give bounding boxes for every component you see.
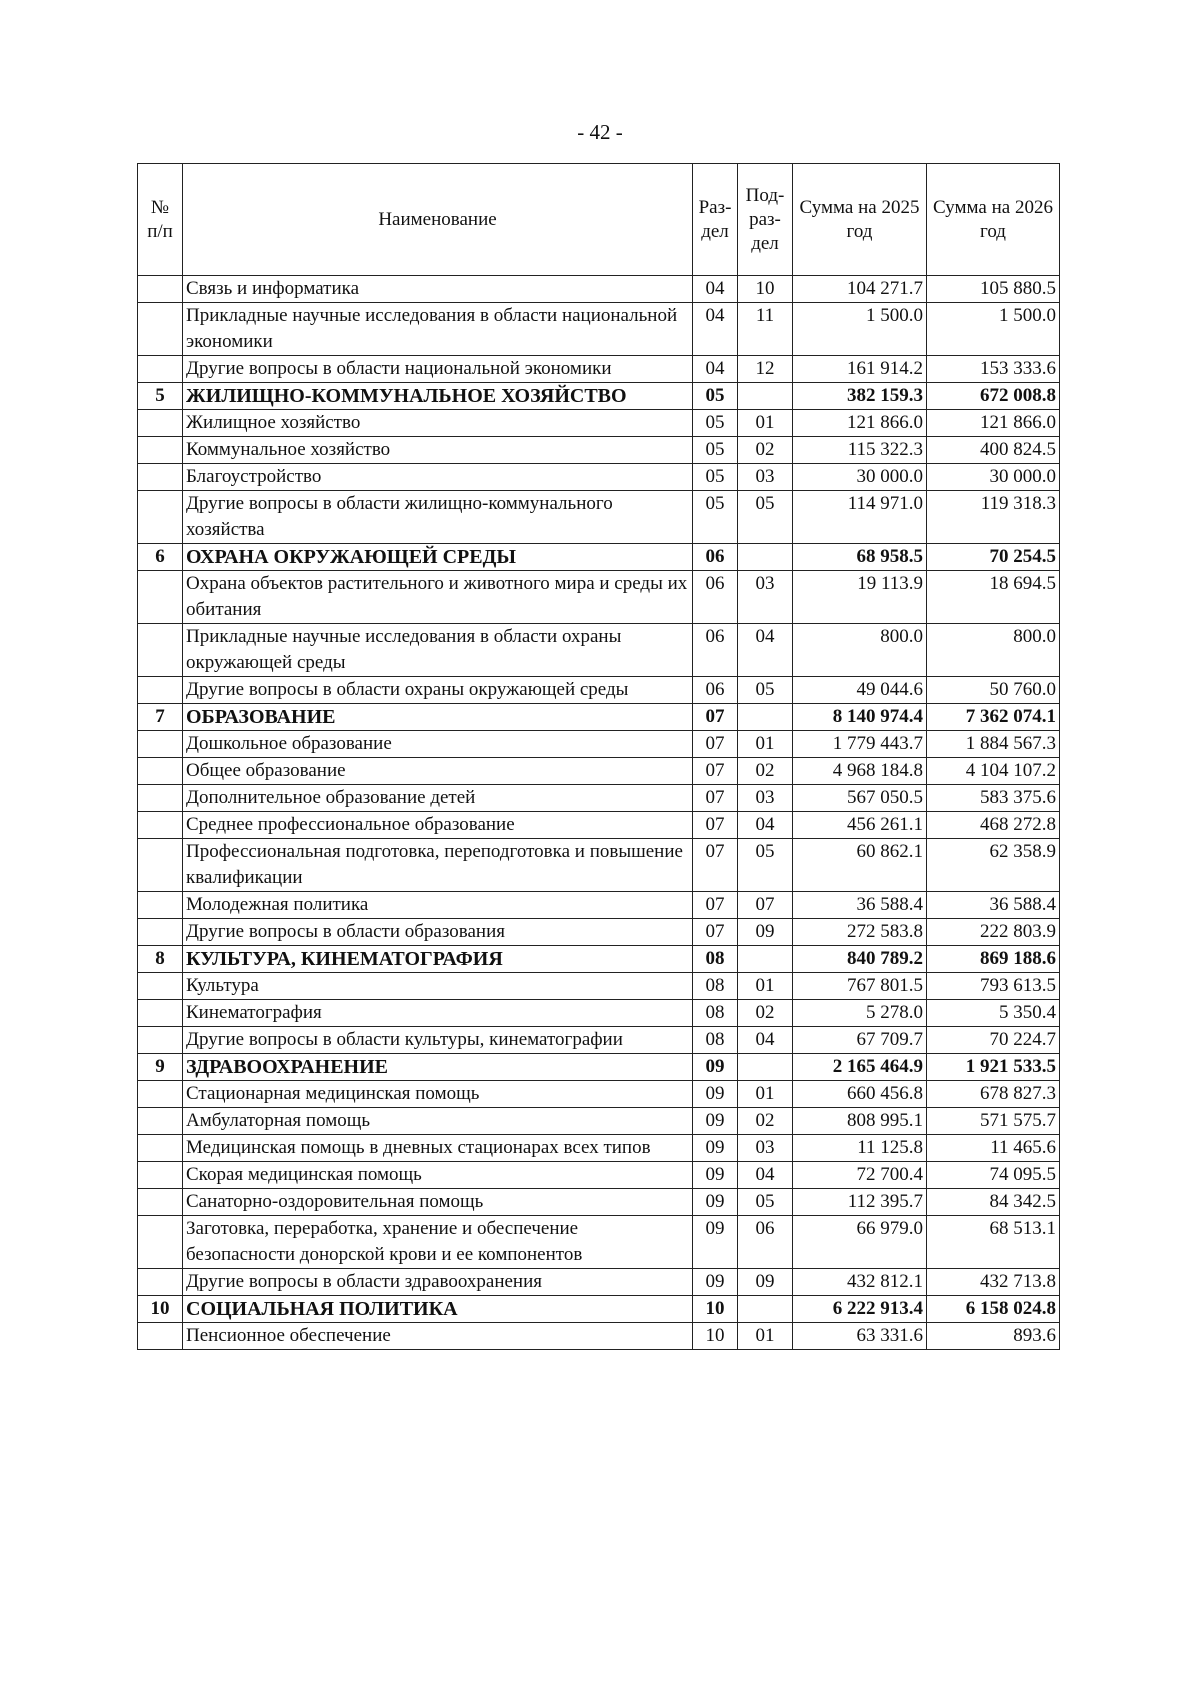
row-subsection: 05 [738,491,793,544]
row-sum-2026: 1 884 567.3 [927,731,1060,758]
row-index [138,464,183,491]
row-subsection [738,1054,793,1081]
row-name: Другие вопросы в области здравоохранения [183,1269,693,1296]
row-sum-2026: 105 880.5 [927,276,1060,303]
row-subsection: 09 [738,919,793,946]
row-index [138,1162,183,1189]
row-section: 04 [693,276,738,303]
table-row [138,276,1060,303]
section-row [138,383,1060,410]
table-row [138,1216,1060,1269]
header-sum-2026: Сумма на 2026 год [927,164,1060,276]
row-sum-2026: 571 575.7 [927,1108,1060,1135]
row-name: ОХРАНА ОКРУЖАЮЩЕЙ СРЕДЫ [183,544,693,571]
row-sum-2026: 50 760.0 [927,677,1060,704]
row-index [138,571,183,624]
row-sum-2026: 6 158 024.8 [927,1296,1060,1323]
row-index [138,812,183,839]
row-section: 08 [693,946,738,973]
row-index [138,437,183,464]
row-sum-2025: 19 113.9 [793,571,927,624]
row-section: 07 [693,731,738,758]
row-name: Заготовка, переработка, хранение и обеспечение безопасности донорской крови и ее компонентов [183,1216,693,1269]
row-sum-2026: 468 272.8 [927,812,1060,839]
row-name: Пенсионное обеспечение [183,1323,693,1350]
row-section: 06 [693,571,738,624]
table-row [138,1189,1060,1216]
row-index: 7 [138,704,183,731]
row-sum-2026: 74 095.5 [927,1162,1060,1189]
row-section: 08 [693,1027,738,1054]
row-sum-2026: 84 342.5 [927,1189,1060,1216]
row-name: Жилищное хозяйство [183,410,693,437]
budget-table [137,163,1060,1350]
row-section: 09 [693,1081,738,1108]
row-subsection: 11 [738,303,793,356]
table-row [138,1081,1060,1108]
row-index [138,410,183,437]
row-name: Другие вопросы в области национальной экономики [183,356,693,383]
row-sum-2026: 672 008.8 [927,383,1060,410]
row-name: КУЛЬТУРА, КИНЕМАТОГРАФИЯ [183,946,693,973]
row-index: 10 [138,1296,183,1323]
row-name: Скорая медицинская помощь [183,1162,693,1189]
table-row [138,785,1060,812]
row-name: Стационарная медицинская помощь [183,1081,693,1108]
row-subsection: 04 [738,812,793,839]
row-sum-2025: 121 866.0 [793,410,927,437]
row-name: Другие вопросы в области охраны окружающей среды [183,677,693,704]
row-index [138,1323,183,1350]
row-sum-2025: 60 862.1 [793,839,927,892]
row-index [138,303,183,356]
row-subsection: 07 [738,892,793,919]
row-sum-2026: 893.6 [927,1323,1060,1350]
row-sum-2025: 767 801.5 [793,973,927,1000]
row-name: Санаторно-оздоровительная помощь [183,1189,693,1216]
row-subsection: 02 [738,437,793,464]
row-subsection: 04 [738,1162,793,1189]
row-sum-2025: 456 261.1 [793,812,927,839]
row-name: ЖИЛИЩНО-КОММУНАЛЬНОЕ ХОЗЯЙСТВО [183,383,693,410]
row-name: ОБРАЗОВАНИЕ [183,704,693,731]
row-sum-2026: 18 694.5 [927,571,1060,624]
section-row [138,544,1060,571]
row-name: Общее образование [183,758,693,785]
row-sum-2026: 793 613.5 [927,973,1060,1000]
row-section: 07 [693,785,738,812]
table-row [138,437,1060,464]
row-index [138,1189,183,1216]
row-section: 06 [693,544,738,571]
row-sum-2026: 432 713.8 [927,1269,1060,1296]
row-subsection: 12 [738,356,793,383]
row-sum-2025: 115 322.3 [793,437,927,464]
row-name: Дополнительное образование детей [183,785,693,812]
row-subsection: 03 [738,464,793,491]
row-sum-2026: 583 375.6 [927,785,1060,812]
row-subsection: 04 [738,624,793,677]
table-row [138,464,1060,491]
table-row [138,571,1060,624]
table-row [138,624,1060,677]
table-row [138,758,1060,785]
table-row [138,1108,1060,1135]
row-subsection: 01 [738,1323,793,1350]
section-row [138,704,1060,731]
row-index [138,919,183,946]
row-sum-2026: 70 254.5 [927,544,1060,571]
row-index [138,973,183,1000]
row-sum-2026: 153 333.6 [927,356,1060,383]
table-row [138,973,1060,1000]
row-sum-2025: 36 588.4 [793,892,927,919]
row-subsection [738,544,793,571]
row-sum-2026: 70 224.7 [927,1027,1060,1054]
row-section: 04 [693,303,738,356]
row-subsection: 06 [738,1216,793,1269]
row-sum-2025: 63 331.6 [793,1323,927,1350]
row-subsection: 03 [738,1135,793,1162]
table-row [138,892,1060,919]
row-index [138,892,183,919]
table-row [138,1027,1060,1054]
row-sum-2025: 382 159.3 [793,383,927,410]
row-name: Другие вопросы в области образования [183,919,693,946]
row-index [138,731,183,758]
row-subsection: 04 [738,1027,793,1054]
row-section: 05 [693,464,738,491]
row-subsection: 01 [738,731,793,758]
table-row [138,491,1060,544]
row-index [138,1081,183,1108]
row-sum-2026: 1 921 533.5 [927,1054,1060,1081]
row-section: 09 [693,1054,738,1081]
table-row [138,677,1060,704]
table-row [138,303,1060,356]
row-subsection: 03 [738,785,793,812]
row-sum-2025: 5 278.0 [793,1000,927,1027]
row-sum-2025: 4 968 184.8 [793,758,927,785]
row-subsection: 01 [738,973,793,1000]
row-subsection: 02 [738,1000,793,1027]
row-name: Среднее профессиональное образование [183,812,693,839]
row-subsection: 10 [738,276,793,303]
row-sum-2025: 49 044.6 [793,677,927,704]
table-row [138,731,1060,758]
row-subsection: 05 [738,839,793,892]
row-section: 09 [693,1135,738,1162]
row-sum-2026: 4 104 107.2 [927,758,1060,785]
row-sum-2025: 11 125.8 [793,1135,927,1162]
row-section: 04 [693,356,738,383]
row-index [138,491,183,544]
row-sum-2025: 567 050.5 [793,785,927,812]
row-index [138,356,183,383]
row-section: 09 [693,1108,738,1135]
row-subsection: 01 [738,1081,793,1108]
row-sum-2025: 1 500.0 [793,303,927,356]
row-section: 10 [693,1323,738,1350]
row-subsection [738,383,793,410]
row-name: Коммунальное хозяйство [183,437,693,464]
row-subsection: 02 [738,1108,793,1135]
row-section: 08 [693,1000,738,1027]
row-subsection: 03 [738,571,793,624]
page-number: - 42 - [577,120,623,144]
row-sum-2025: 272 583.8 [793,919,927,946]
row-name: Дошкольное образование [183,731,693,758]
row-sum-2026: 121 866.0 [927,410,1060,437]
row-name: Другие вопросы в области жилищно-коммунального хозяйства [183,491,693,544]
row-index [138,677,183,704]
row-name: Прикладные научные исследования в области национальной экономики [183,303,693,356]
row-index [138,1216,183,1269]
section-row [138,1296,1060,1323]
table-row [138,1323,1060,1350]
row-section: 05 [693,383,738,410]
row-name: Амбулаторная помощь [183,1108,693,1135]
row-name: Благоустройство [183,464,693,491]
row-name: ЗДРАВООХРАНЕНИЕ [183,1054,693,1081]
row-section: 05 [693,437,738,464]
row-name: Кинематография [183,1000,693,1027]
row-sum-2025: 30 000.0 [793,464,927,491]
row-index [138,1027,183,1054]
row-name: Прикладные научные исследования в области охраны окружающей среды [183,624,693,677]
row-sum-2026: 36 588.4 [927,892,1060,919]
row-section: 07 [693,758,738,785]
row-section: 09 [693,1216,738,1269]
row-subsection: 05 [738,1189,793,1216]
row-name: Молодежная политика [183,892,693,919]
row-sum-2026: 30 000.0 [927,464,1060,491]
row-index [138,1269,183,1296]
table-row [138,1162,1060,1189]
row-section: 06 [693,624,738,677]
row-index: 5 [138,383,183,410]
row-sum-2026: 222 803.9 [927,919,1060,946]
row-sum-2026: 400 824.5 [927,437,1060,464]
table-row [138,1135,1060,1162]
row-section: 09 [693,1269,738,1296]
row-index [138,624,183,677]
row-index [138,1108,183,1135]
table-row [138,410,1060,437]
row-subsection: 05 [738,677,793,704]
row-section: 07 [693,892,738,919]
row-sum-2025: 112 395.7 [793,1189,927,1216]
row-name: СОЦИАЛЬНАЯ ПОЛИТИКА [183,1296,693,1323]
row-sum-2025: 8 140 974.4 [793,704,927,731]
row-name: Охрана объектов растительного и животного мира и среды их обитания [183,571,693,624]
row-sum-2025: 67 709.7 [793,1027,927,1054]
header-section: Раз-дел [693,164,738,276]
section-row [138,1054,1060,1081]
row-name: Культура [183,973,693,1000]
row-subsection [738,704,793,731]
table-body [138,276,1060,1350]
table-row [138,919,1060,946]
table-row [138,1000,1060,1027]
row-sum-2026: 800.0 [927,624,1060,677]
row-sum-2025: 161 914.2 [793,356,927,383]
row-sum-2025: 800.0 [793,624,927,677]
row-sum-2025: 660 456.8 [793,1081,927,1108]
row-section: 09 [693,1162,738,1189]
row-sum-2025: 66 979.0 [793,1216,927,1269]
row-section: 06 [693,677,738,704]
row-index [138,758,183,785]
row-sum-2025: 1 779 443.7 [793,731,927,758]
section-row [138,946,1060,973]
row-index [138,1135,183,1162]
header-name: Наименование [183,164,693,276]
row-sum-2025: 68 958.5 [793,544,927,571]
row-sum-2026: 119 318.3 [927,491,1060,544]
table-row [138,839,1060,892]
row-index: 6 [138,544,183,571]
row-sum-2026: 1 500.0 [927,303,1060,356]
table-header-row [138,164,1060,276]
row-sum-2026: 678 827.3 [927,1081,1060,1108]
header-sum-2025: Сумма на 2025 год [793,164,927,276]
row-sum-2026: 68 513.1 [927,1216,1060,1269]
table-row [138,812,1060,839]
row-subsection: 09 [738,1269,793,1296]
row-sum-2025: 808 995.1 [793,1108,927,1135]
row-index [138,1000,183,1027]
row-section: 05 [693,491,738,544]
row-sum-2025: 6 222 913.4 [793,1296,927,1323]
row-section: 08 [693,973,738,1000]
table-row [138,1269,1060,1296]
row-section: 09 [693,1189,738,1216]
row-sum-2026: 869 188.6 [927,946,1060,973]
row-sum-2025: 104 271.7 [793,276,927,303]
row-subsection: 02 [738,758,793,785]
row-sum-2025: 840 789.2 [793,946,927,973]
row-name: Другие вопросы в области культуры, кинематографии [183,1027,693,1054]
row-index: 9 [138,1054,183,1081]
row-index [138,276,183,303]
header-subsection: Под-раз-дел [738,164,793,276]
row-index: 8 [138,946,183,973]
row-sum-2025: 432 812.1 [793,1269,927,1296]
row-section: 07 [693,812,738,839]
row-sum-2025: 114 971.0 [793,491,927,544]
row-section: 05 [693,410,738,437]
row-subsection: 01 [738,410,793,437]
row-section: 07 [693,704,738,731]
row-sum-2026: 62 358.9 [927,839,1060,892]
row-index [138,785,183,812]
header-index: № п/п [138,164,183,276]
row-name: Медицинская помощь в дневных стационарах всех типов [183,1135,693,1162]
row-sum-2026: 11 465.6 [927,1135,1060,1162]
row-subsection [738,946,793,973]
row-sum-2025: 72 700.4 [793,1162,927,1189]
row-section: 07 [693,839,738,892]
row-sum-2026: 7 362 074.1 [927,704,1060,731]
table-row [138,356,1060,383]
row-name: Профессиональная подготовка, переподготовка и повышение квалификации [183,839,693,892]
row-subsection [738,1296,793,1323]
row-sum-2026: 5 350.4 [927,1000,1060,1027]
row-section: 07 [693,919,738,946]
row-sum-2025: 2 165 464.9 [793,1054,927,1081]
row-name: Связь и информатика [183,276,693,303]
row-index [138,839,183,892]
row-section: 10 [693,1296,738,1323]
